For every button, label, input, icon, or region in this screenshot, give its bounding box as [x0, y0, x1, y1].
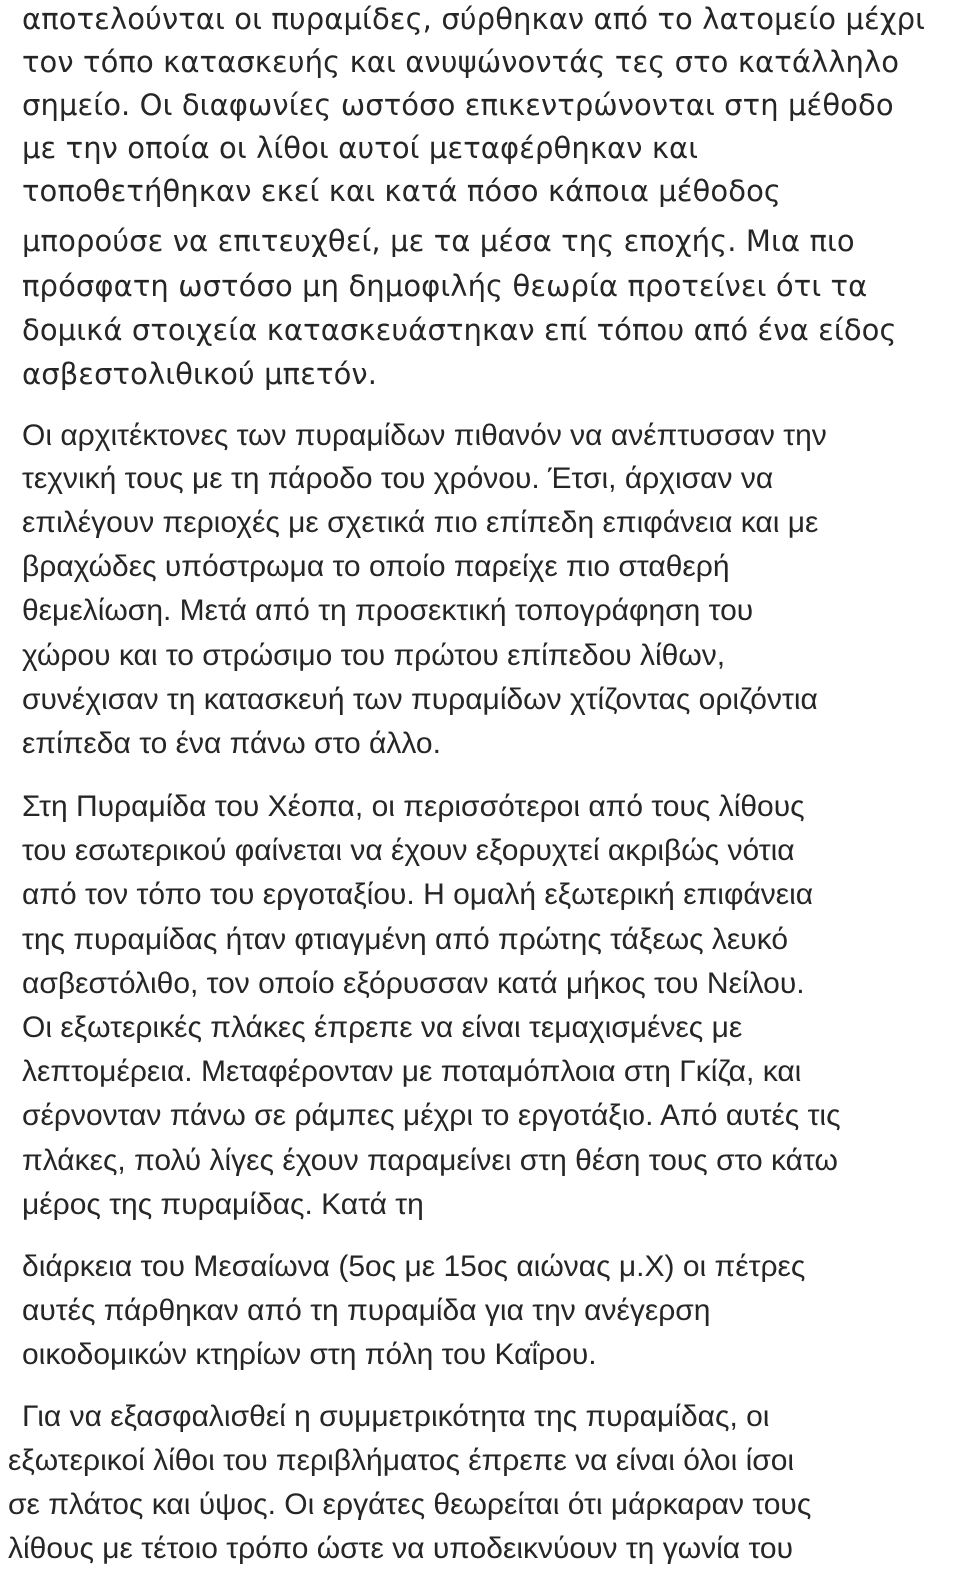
text-line: λίθους με τέτοιο τρόπο ώστε να υποδεικνύουν τη γωνία του: [8, 1532, 793, 1565]
text-line: οικοδομικών κτηρίων στη πόλη του Καΐρου.: [22, 1338, 597, 1371]
text-line: Οι εξωτερικές πλάκες έπρεπε να είναι τεμαχισμένες με: [22, 1011, 743, 1044]
text-line: θεμελίωση. Μετά από τη προσεκτική τοπογράφηση του: [22, 594, 754, 627]
text-line: διάρκεια του Μεσαίωνα (5ος με 15ος αιώνας μ.Χ) οι πέτρες: [22, 1250, 806, 1283]
text-line: ασβεστολιθικού μπετόν.: [22, 357, 378, 391]
text-line: επίπεδα το ένα πάνω στο άλλο.: [22, 727, 441, 760]
text-line: της πυραμίδας ήταν φτιαγμένη από πρώτης τάξεως λευκό: [22, 923, 789, 956]
text-line: Για να εξασφαλισθεί η συμμετρικότητα της πυραμίδας, οι: [22, 1400, 770, 1433]
text-line: ασβεστόλιθο, τον οποίο εξόρυσσαν κατά μήκος του Νείλου.: [22, 967, 805, 1000]
text-line: με την οποία οι λίθοι αυτοί μεταφέρθηκαν και: [22, 131, 699, 165]
text-line: μέρος της πυραμίδας. Κατά τη: [22, 1188, 424, 1221]
text-line: Στη Πυραμίδα του Χέοπα, οι περισσότεροι από τους λίθους: [22, 790, 805, 823]
text-line: σημείο. Οι διαφωνίες ωστόσο επικεντρώνονται στη μέθοδο: [22, 88, 894, 122]
text-line: σε πλάτος και ύψος. Οι εργάτες θεωρείται ότι μάρκαραν τους: [8, 1488, 812, 1521]
text-line: τοποθετήθηκαν εκεί και κατά πόσο κάποια μέθοδος: [22, 174, 782, 208]
text-line: χώρου και το στρώσιμο του πρώτου επίπεδου λίθων,: [22, 639, 726, 672]
text-line: βραχώδες υπόστρωμα το οποίο παρείχε πιο σταθερή: [22, 550, 730, 583]
text-line: αυτές πάρθηκαν από τη πυραμίδα για την ανέγερση: [22, 1294, 711, 1327]
text-line: σέρνονταν πάνω σε ράμπες μέχρι το εργοτάξιο. Από αυτές τις: [22, 1099, 841, 1132]
text-line: επιλέγουν περιοχές με σχετικά πιο επίπεδη επιφάνεια και με: [22, 506, 819, 539]
text-line: λεπτομέρεια. Μεταφέρονταν με ποταμόπλοια στη Γκίζα, και: [22, 1055, 802, 1088]
text-line: τον τόπο κατασκευής και ανυψώνοντάς τες στο κατάλληλο: [22, 45, 900, 79]
text-line: μπορούσε να επιτευχθεί, με τα μέσα της εποχής. Μια πιο: [22, 224, 855, 258]
text-line: του εσωτερικού φαίνεται να έχουν εξορυχτεί ακριβώς νότια: [22, 834, 795, 867]
text-line: αποτελούνται οι πυραμίδες, σύρθηκαν από το λατομείο μέχρι: [22, 2, 926, 36]
text-line: πλάκες, πολύ λίγες έχουν παραμείνει στη θέση τους στο κάτω: [22, 1144, 838, 1177]
text-line: από τον τόπο του εργοταξίου. Η ομαλή εξωτερική επιφάνεια: [22, 878, 814, 911]
text-line: συνέχισαν τη κατασκευή των πυραμίδων χτίζοντας οριζόντια: [22, 683, 818, 716]
text-line: τεχνική τους με τη πάροδο του χρόνου. Έτσι, άρχισαν να: [22, 462, 774, 495]
text-line: δομικά στοιχεία κατασκευάστηκαν επί τόπου από ένα είδος: [22, 313, 897, 347]
text-line: Οι αρχιτέκτονες των πυραμίδων πιθανόν να ανέπτυσσαν την: [22, 419, 827, 452]
text-line: εξωτερικοί λίθοι του περιβλήματος έπρεπε να είναι όλοι ίσοι: [8, 1444, 795, 1477]
text-line: πρόσφατη ωστόσο μη δημοφιλής θεωρία προτείνει ότι τα: [22, 269, 868, 303]
